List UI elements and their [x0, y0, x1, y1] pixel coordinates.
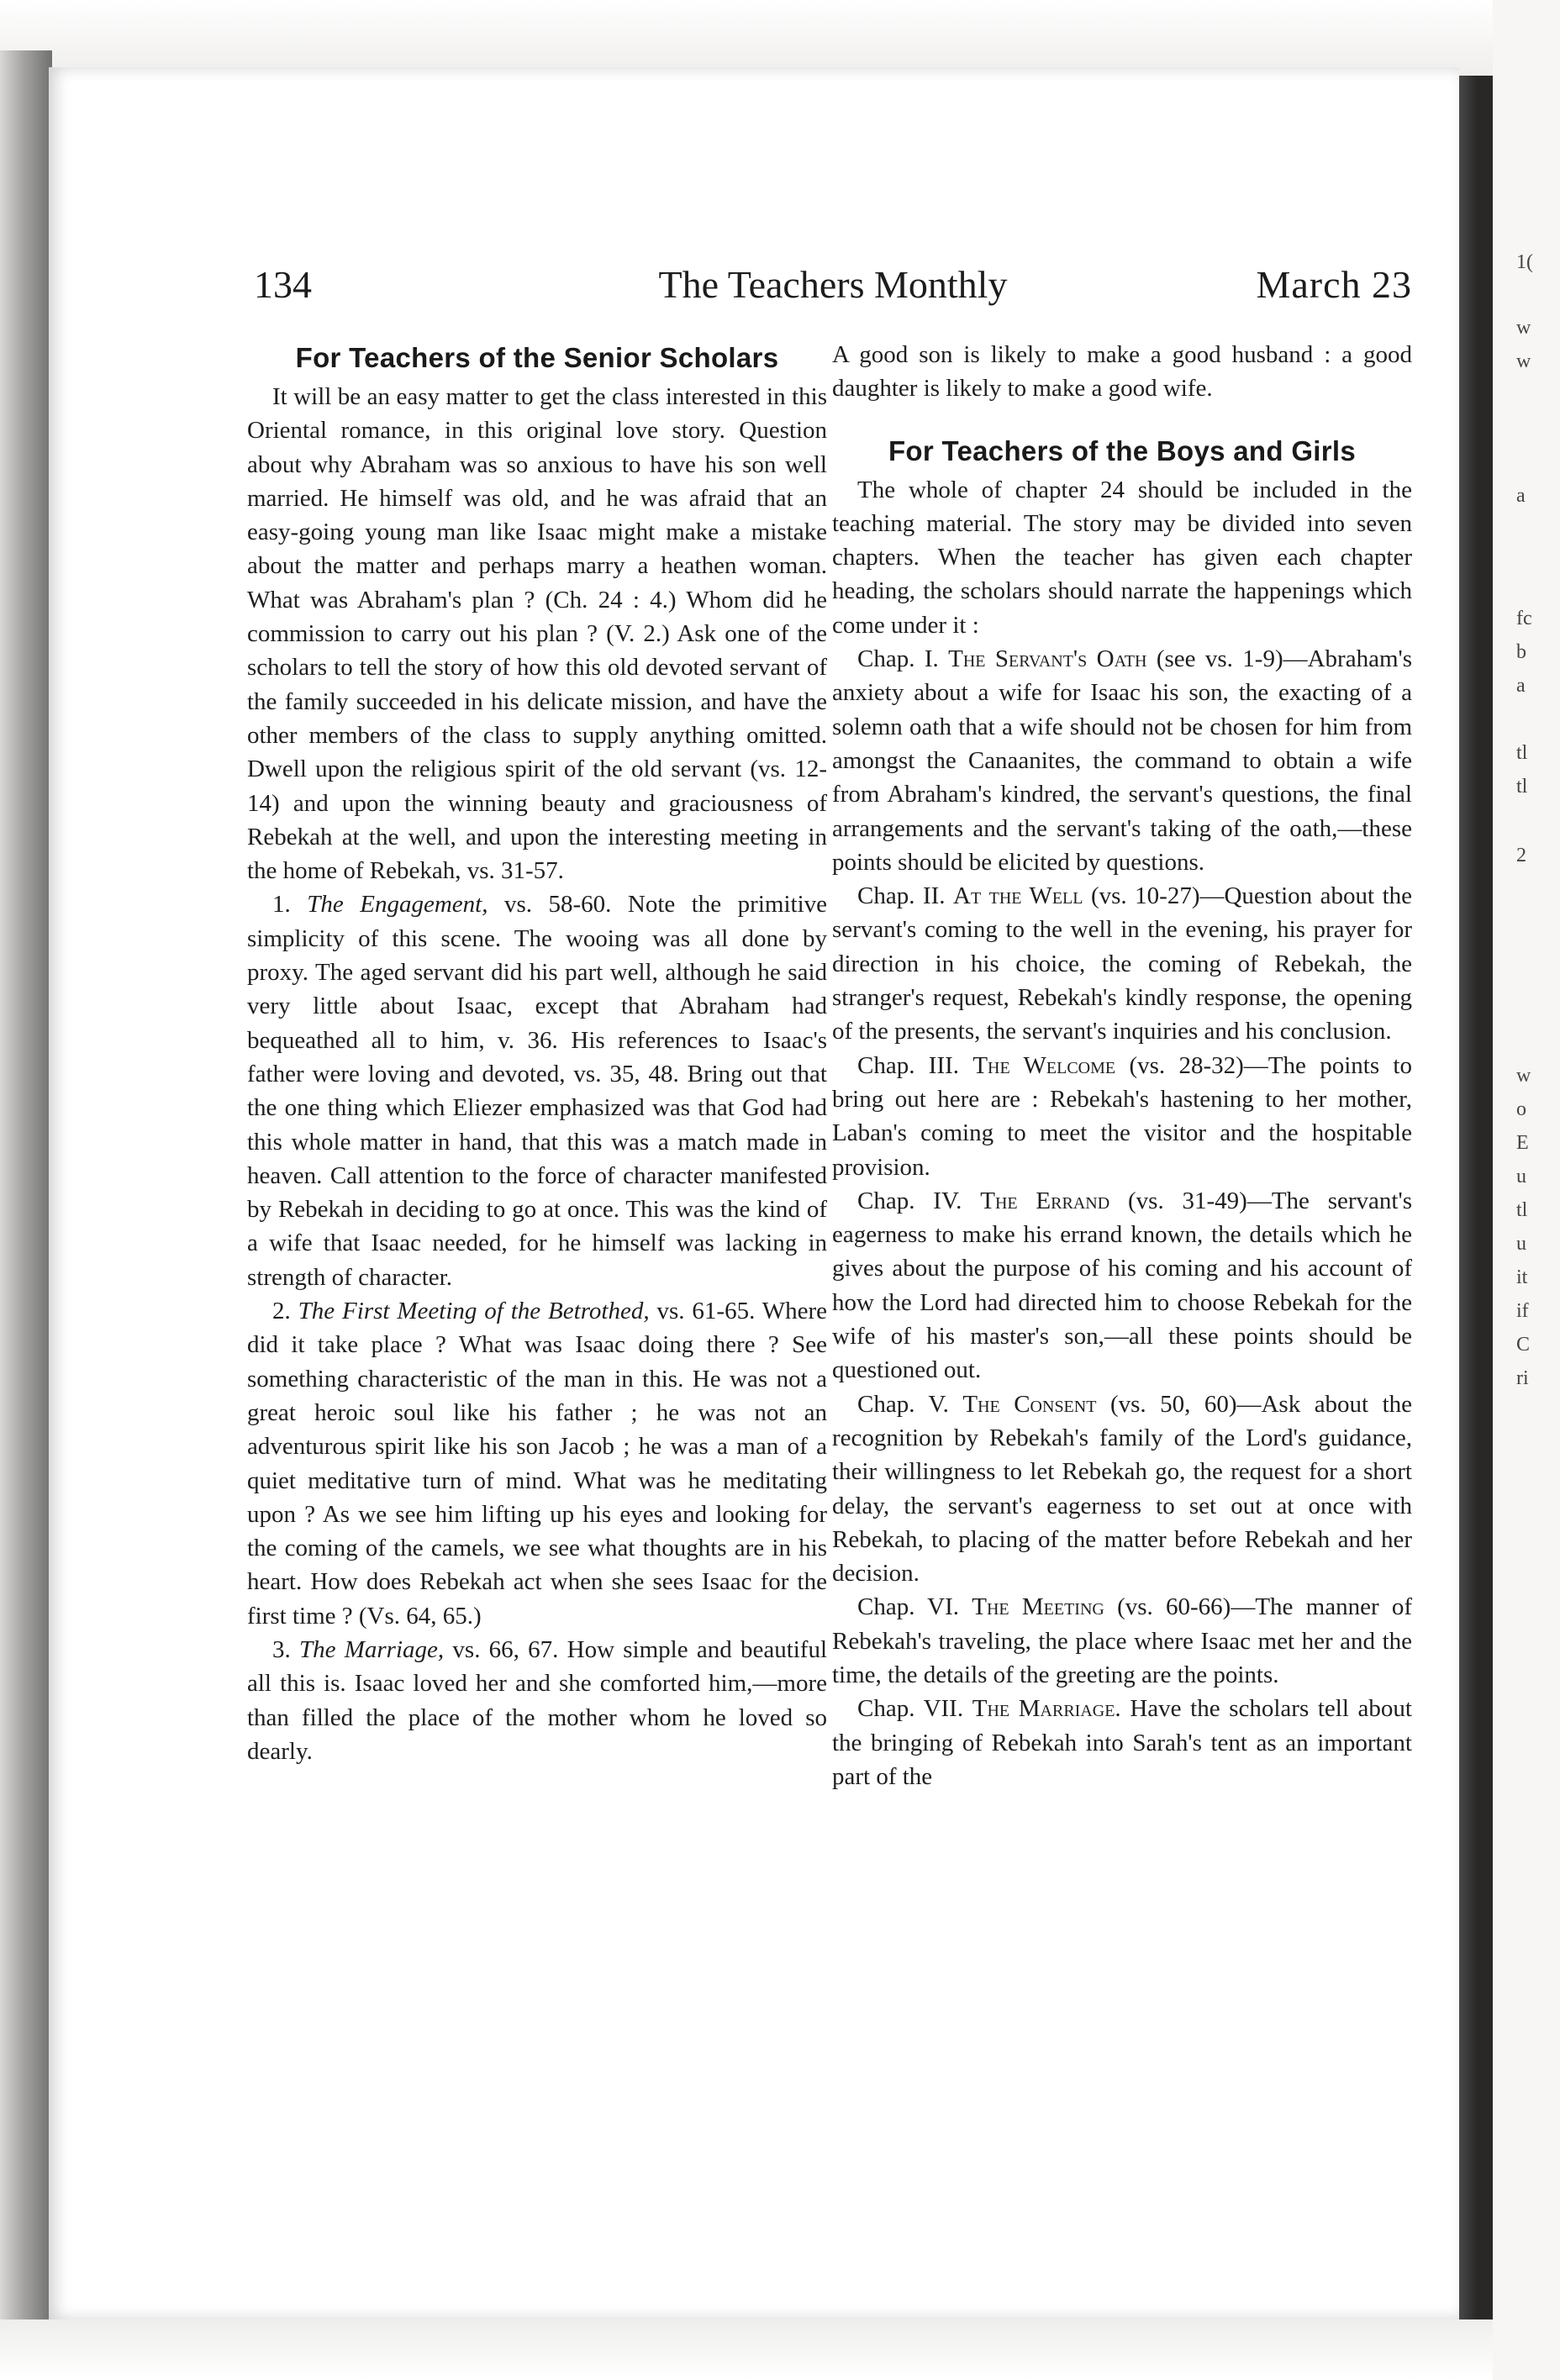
- chapter-body: Have the scholars tell about the bringing of Rebekah into Sarah's tent as an important part of the: [832, 1695, 1412, 1790]
- chapter-label: Chap. V.: [857, 1390, 949, 1418]
- adjacent-page-fragment: E: [1516, 1132, 1529, 1154]
- issue-date: March 23: [1256, 263, 1412, 306]
- scan-bottom-margin: [0, 2319, 1493, 2380]
- journal-title: The Teachers Monthly: [658, 263, 1008, 306]
- chapter-title: The Consent: [962, 1390, 1097, 1418]
- marriage-paragraph: [247, 1633, 827, 1768]
- senior-scholars-heading: For Teachers of the Senior Scholars: [295, 342, 779, 373]
- adjacent-page-fragment: a: [1516, 485, 1526, 507]
- right-column: [832, 338, 1412, 1793]
- adjacent-page-edge: [1493, 0, 1560, 2380]
- book-gutter-left: [0, 50, 52, 2380]
- section-body: vs. 58-60. Note the primitive simplicity of this scene. The wooing was all done by proxy. The aged servant did his part well, although he said very little about Isaac, except that Abraham had bequeathed all to him, v. 36. His references to Isaac's father were loving and devoted, vs. 35, 48. Bring out that the one thing which Eliezer emphasized was that God had this whole matter in hand, that this was a match made in heaven. Call attention to the force of character manifested by Rebekah in deciding to go at once. This was the kind of a wife that Isaac needed, for he himself was lacking in strength of character.: [247, 891, 827, 1291]
- chapter-title: The Errand: [980, 1187, 1110, 1214]
- chapter-body: (vs. 28-32)—The points to bring out here are : Rebekah's hastening to her mother, Laban's coming to meet the visitor and the hospitable provision.: [832, 1051, 1412, 1181]
- page-number: 134: [254, 263, 312, 306]
- running-header: [254, 262, 1412, 313]
- chapter-body: (vs. 50, 60)—Ask about the recognition by Rebekah's family of the Lord's guidance, their willingness to let Rebekah go, the request for a short delay, the servant's eagerness to set out at once with Rebekah, to placing of the matter before Rebekah and her decision.: [832, 1390, 1413, 1588]
- chapter-body: (vs. 60-66)—The manner of Rebekah's traveling, the place where Isaac met her and the time, the details of the greeting are the points.: [832, 1593, 1412, 1688]
- chapter-title: The Meeting: [972, 1593, 1104, 1621]
- adjacent-page-fragment: tl: [1516, 776, 1528, 798]
- section-number: 1.: [272, 891, 291, 919]
- senior-intro-paragraph: It will be an easy matter to get the class interested in this Oriental romance, in this original love story. Question about why Abraham was so anxious to have his son well married. He himself was old, and he was afraid that an easy-going young man like Isaac might make a mistake about the matter and perhaps marry a heathen woman. What was Abraham's plan ? (Ch. 24 : 4.) Whom did he commission to carry out his plan ? (V. 2.) Ask one of the scholars to tell the story of how this old devoted servant of the family succeeded in his delicate mission, and have the other members of the class to supply anything omitted. Dwell upon the religious spirit of the old servant (vs. 12-14) and upon the winning beauty and graciousness of Rebekah at the well, and upon the interesting meeting in the home of Rebekah, vs. 31-57.: [247, 383, 827, 885]
- chapter-body: (see vs. 1-9)—Abraham's anxiety about a wife for Isaac his son, the exacting of a solemn oath that a wife should not be chosen for him from amongst the Canaanites, the command to obtain a wife from Abraham's kindred, the servant's questions, the final arrangements and the servant's taking of the oath,—these points should be elicited by questions.: [832, 645, 1413, 876]
- chapter-label: Chap. II.: [857, 882, 946, 910]
- chapter-title: The Welcome: [972, 1051, 1116, 1079]
- chapter-label: Chap. VI.: [857, 1593, 960, 1621]
- first-meeting-paragraph: [247, 1294, 827, 1633]
- chapter-paragraph: [832, 1590, 1412, 1692]
- adjacent-page-fragment: tl: [1516, 742, 1528, 764]
- adjacent-page-fragment: if: [1516, 1300, 1529, 1322]
- adjacent-page-fragment: o: [1516, 1098, 1526, 1120]
- adjacent-page-fragment: ri: [1516, 1367, 1529, 1389]
- chapter-paragraph: [832, 642, 1412, 879]
- section-number: 2.: [272, 1298, 291, 1325]
- adjacent-page-fragment: 1(: [1516, 251, 1533, 273]
- chapter-paragraph: [832, 879, 1412, 1048]
- section-title: The First Meeting of the Betrothed,: [298, 1298, 650, 1325]
- chapter-title: The Servant's Oath: [948, 645, 1147, 673]
- section-body: vs. 61-65. Where did it take place ? What was Isaac doing there ? See something characteristic of the man in this. He was not a great heroic soul like his father ; he was not an adventurous spirit like his son Jacob ; he was a man of a quiet meditative turn of mind. What was he meditating upon ? As we see him lifting up his eyes and looking for the coming of the camels, we see what thoughts are in his heart. How does Rebekah act when she sees Isaac for the first time ? (Vs. 64, 65.): [247, 1298, 827, 1630]
- chapter-body: (vs. 31-49)—The servant's eagerness to make his errand known, the details which he gives about the purpose of his coming and his account of how the Lord had directed him to choose Rebekah for the wife of his master's son,—all these points should be questioned out.: [832, 1187, 1412, 1384]
- chapter-paragraph: [832, 1387, 1412, 1591]
- chapter-label: Chap. III.: [857, 1051, 960, 1079]
- chapter-label: Chap. VII.: [857, 1695, 964, 1723]
- adjacent-page-fragment: C: [1516, 1334, 1531, 1356]
- left-column: [247, 338, 827, 1768]
- adjacent-page-fragment: w: [1516, 317, 1531, 339]
- adjacent-page-fragment: w: [1516, 1065, 1531, 1087]
- chapter-body: (vs. 10-27)—Question about the servant's coming to the well in the evening, his prayer for direction in his choice, the coming of Rebekah, the stranger's request, Rebekah's kindly response, the opening of the presents, the servant's inquiries and his conclusion.: [832, 882, 1412, 1045]
- section-title: The Marriage,: [299, 1635, 445, 1663]
- adjacent-page-fragment: u: [1516, 1166, 1526, 1187]
- section-body: vs. 66, 67. How simple and beautiful all this is. Isaac loved her and she comforted him,—more than filled the place of the mother whom he loved so dearly.: [247, 1635, 828, 1765]
- continuation-paragraph: A good son is likely to make a good husband : a good daughter is likely to make a good wife.: [832, 341, 1412, 403]
- chapter-title: The Marriage.: [972, 1695, 1121, 1723]
- chapter-title: At the Well: [953, 882, 1083, 910]
- adjacent-page-fragment: it: [1516, 1266, 1528, 1288]
- chapter-label: Chap. I.: [857, 645, 939, 673]
- chapter-label: Chap. IV.: [857, 1187, 962, 1214]
- boys-girls-heading: For Teachers of the Boys and Girls: [888, 434, 1357, 466]
- adjacent-page-fragment: b: [1516, 641, 1526, 663]
- chapter-paragraph: [832, 1692, 1412, 1793]
- chapter-paragraph: [832, 1049, 1412, 1184]
- section-title: The Engagement,: [307, 891, 488, 919]
- adjacent-page-fragment: 2: [1516, 845, 1526, 866]
- chapter-paragraph: [832, 1184, 1412, 1387]
- scan-top-margin: [0, 0, 1560, 76]
- adjacent-page-fragment: fc: [1516, 608, 1532, 629]
- adjacent-page-fragment: u: [1516, 1233, 1526, 1255]
- section-number: 3.: [272, 1635, 291, 1663]
- adjacent-page-fragment: tl: [1516, 1199, 1528, 1221]
- adjacent-page-fragment: a: [1516, 675, 1526, 697]
- engagement-paragraph: [247, 887, 827, 1294]
- boys-girls-intro-paragraph: The whole of chapter 24 should be included in the teaching material. The story may be divided into seven chapters. When the teacher has given each chapter heading, the scholars should narrate the happenings which come under it :: [832, 476, 1412, 639]
- adjacent-page-fragment: w: [1516, 350, 1531, 372]
